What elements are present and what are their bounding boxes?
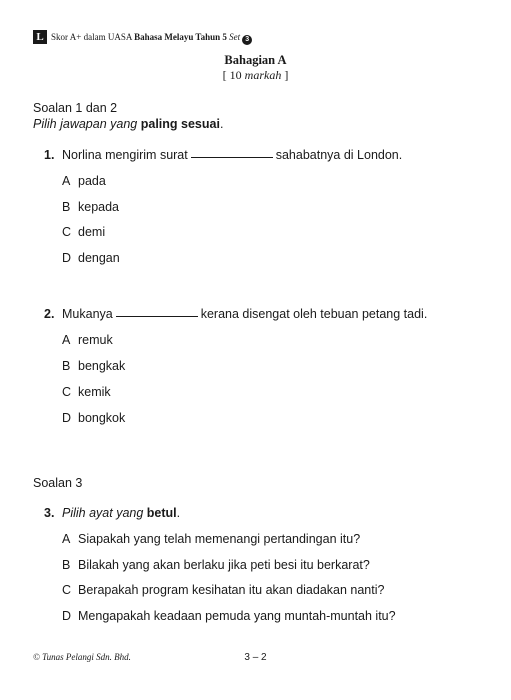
question-3-number: 3. (44, 506, 55, 520)
option-text: Siapakah yang telah memenangi pertandingan itu? (78, 532, 361, 546)
q2-option-d (62, 411, 125, 425)
q3-option-d (62, 609, 396, 623)
header-set-label: Set (229, 32, 241, 42)
option-letter: A (62, 333, 71, 347)
q3-instruction-end: . (176, 506, 181, 520)
option-text: dengan (78, 251, 120, 265)
q3-instruction-italic: Pilih ayat yang (62, 506, 144, 520)
question-1-number: 1. (44, 148, 55, 162)
option-text: demi (78, 225, 106, 239)
instruction-italic: Pilih jawapan yang (33, 117, 138, 131)
option-letter: B (62, 558, 71, 572)
option-text: pada (78, 174, 106, 188)
q1-option-b (62, 200, 119, 214)
q3-option-b (62, 558, 370, 572)
option-text: bengkak (78, 359, 126, 373)
option-text: Bilakah yang akan berlaku jika peti besi itu berkarat? (78, 558, 370, 572)
option-letter: D (62, 609, 72, 623)
header-subject: Bahasa Melayu Tahun 5 (134, 32, 227, 42)
section-marks (0, 68, 511, 83)
option-letter: D (62, 411, 72, 425)
q2-option-b (62, 359, 125, 373)
marks-close: ] (281, 68, 289, 82)
option-text: bongkok (78, 411, 126, 425)
option-text: kemik (78, 385, 111, 399)
q2-option-c (62, 385, 111, 399)
q3-option-a (62, 532, 360, 546)
option-letter: A (62, 532, 71, 546)
instruction-bold: paling sesuai (140, 117, 220, 131)
option-letter: C (62, 225, 72, 239)
option-letter: B (62, 200, 71, 214)
q1-option-a (62, 174, 106, 188)
q2-before: Mukanya (62, 307, 113, 321)
section-title: Bahagian A (224, 53, 287, 67)
header-prefix: Skor A+ dalam UASA (51, 32, 132, 42)
question-2-number: 2. (44, 307, 55, 321)
copyright-notice: © Tunas Pelangi Sdn. Bhd. (33, 652, 131, 662)
running-header (51, 30, 252, 45)
group1-heading: Soalan 1 dan 2 (33, 101, 118, 115)
option-letter: D (62, 251, 72, 265)
option-letter: C (62, 385, 72, 399)
publisher-logo: L (33, 30, 47, 44)
question-3-instruction (62, 506, 180, 520)
q3-option-c (62, 583, 384, 597)
group2-heading: Soalan 3 (33, 476, 83, 490)
group1-instruction (33, 117, 223, 131)
option-text: Mengapakah keadaan pemuda yang muntah-muntah itu? (78, 609, 396, 623)
option-text: remuk (78, 333, 113, 347)
option-letter: A (62, 174, 71, 188)
instruction-end: . (219, 117, 224, 131)
marks-open: [ 10 (222, 68, 245, 82)
q2-after: kerana disengat oleh tebuan petang tadi. (200, 307, 428, 321)
page-number: 3 – 2 (244, 652, 267, 663)
question-1-stem (62, 148, 402, 162)
question-2-stem (62, 307, 427, 321)
answer-blank (116, 315, 198, 317)
answer-blank (191, 156, 273, 158)
option-text: Berapakah program kesihatan itu akan diadakan nanti? (78, 583, 385, 597)
option-letter: C (62, 583, 72, 597)
q1-option-c (62, 225, 105, 239)
marks-word: markah (244, 68, 282, 82)
q1-before: Norlina mengirim surat (62, 148, 188, 162)
set-number-badge: 3 (242, 35, 252, 45)
q3-instruction-bold: betul (146, 506, 177, 520)
option-text: kepada (78, 200, 120, 214)
q1-option-d (62, 251, 120, 265)
option-letter: B (62, 359, 71, 373)
q2-option-a (62, 333, 113, 347)
q1-after: sahabatnya di London. (275, 148, 403, 162)
